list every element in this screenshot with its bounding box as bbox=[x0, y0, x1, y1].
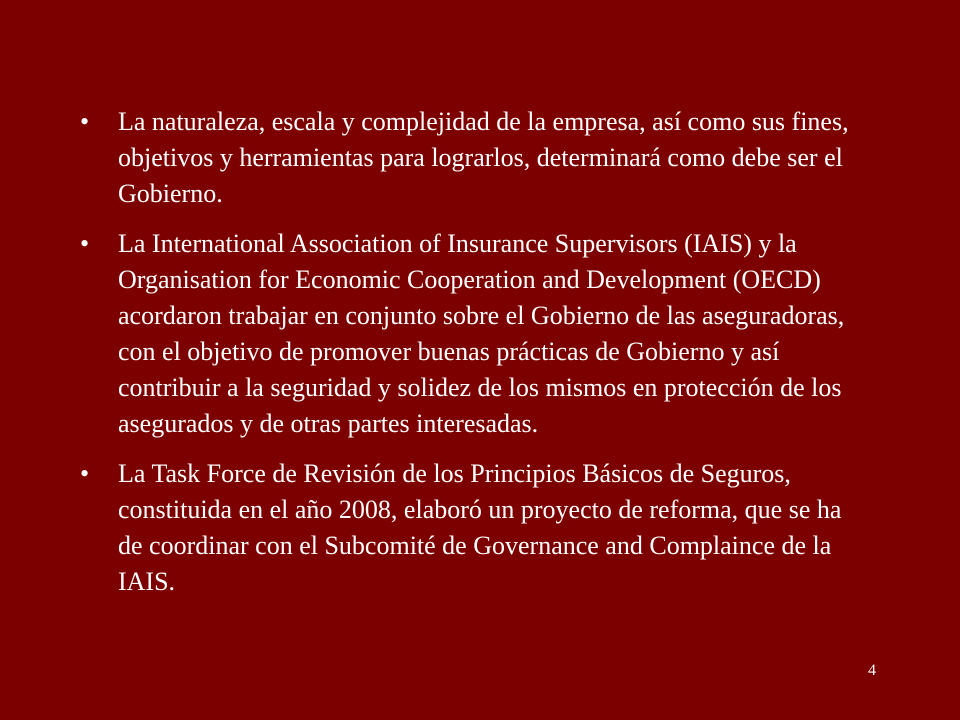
bullet-text: La Task Force de Revisión de los Principios Básicos de Seguros, constituida en el año 2008, elaboró un proyecto de reforma, que se ha de coordinar con el Subcomité de Governance and Complaince de la IAIS. bbox=[118, 459, 842, 596]
bullet-icon: • bbox=[80, 459, 90, 488]
bullet-item-iais-oecd bbox=[78, 226, 858, 442]
bullet-item-governance-nature bbox=[78, 104, 858, 212]
slide-page-number: 4 bbox=[868, 662, 876, 679]
bullet-text: La International Association of Insurance Supervisors (IAIS) y la Organisation for Economic Cooperation and Development (OECD) acordaron trabajar en conjunto sobre el Gobierno de las aseguradoras, con el objetivo de promover buenas prácticas de Gobierno y así contribuir a la seguridad y solidez de los mismos en protección de los asegurados y de otras partes interesadas. bbox=[118, 229, 845, 438]
bullet-icon: • bbox=[80, 107, 90, 136]
bullet-icon: • bbox=[80, 229, 90, 258]
bullet-item-task-force bbox=[78, 456, 858, 600]
bullet-list bbox=[78, 104, 858, 614]
bullet-text: La naturaleza, escala y complejidad de la empresa, así como sus fines, objetivos y herramientas para lograrlos, determinará como debe ser el Gobierno. bbox=[118, 107, 849, 208]
